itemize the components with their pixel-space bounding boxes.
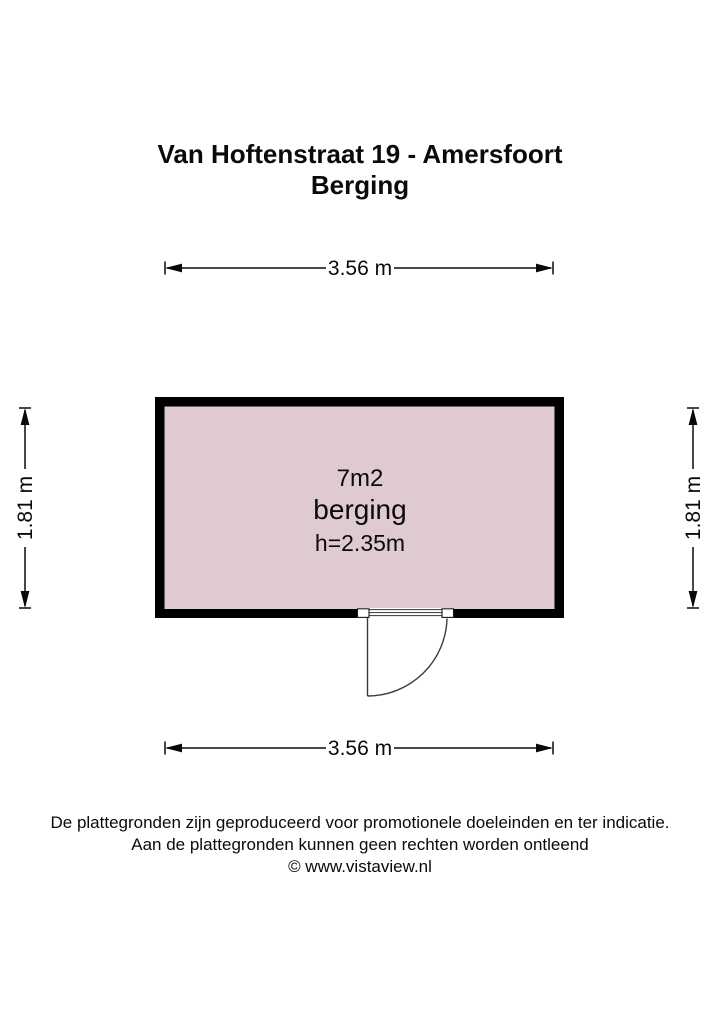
title-address: Van Hoftenstraat 19 - Amersfoort [157,139,563,169]
room-area-label: 7m2 [336,465,384,492]
door-jamb-right [442,609,454,618]
title-room-type: Berging [310,170,410,200]
door [357,608,454,696]
footer-line-1: De plattegronden zijn geproduceerd voor promotionele doeleinden en ter indicatie. [50,813,670,832]
dimension-bottom-label: 3.56 m [327,737,393,760]
door-swing-arc [368,619,448,697]
door-jamb-left [358,609,370,618]
footer-copyright: © www.vistaview.nl [288,857,432,876]
dimension-right-label: 1.81 m [682,475,705,541]
dimension-top-label: 3.56 m [327,257,393,280]
footer-disclaimer [0,812,720,878]
footer-line-2: Aan de plattegronden kunnen geen rechten worden ontleend [131,835,589,854]
room-name-label: berging [313,494,407,525]
dimension-left-label: 1.81 m [14,475,37,541]
room-height-label: h=2.35m [314,530,406,556]
